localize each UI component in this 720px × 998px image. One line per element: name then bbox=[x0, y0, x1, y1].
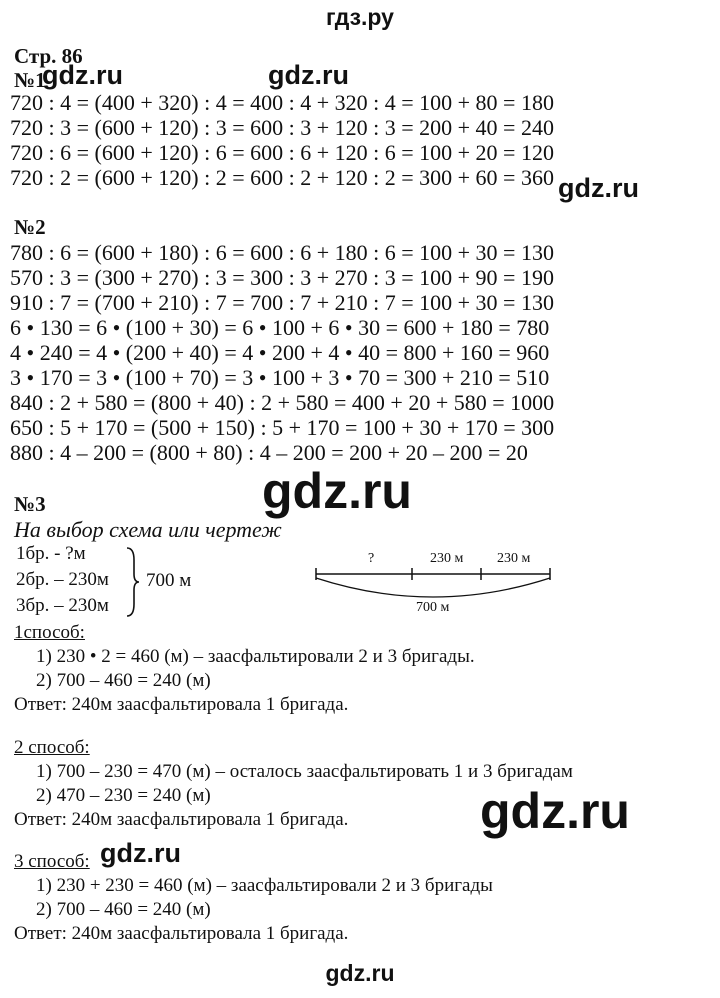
task1-line: 720 : 6 = (600 + 120) : 6 = 600 : 6 + 120 : 6 = 100 + 20 = 120 bbox=[10, 140, 554, 165]
task2-line: 910 : 7 = (700 + 210) : 7 = 700 : 7 + 210 : 7 = 100 + 30 = 130 bbox=[10, 290, 554, 315]
watermark: gdz.ru bbox=[42, 60, 123, 90]
method3-title: 3 способ: bbox=[14, 851, 90, 872]
method3-step: 2) 700 – 460 = 240 (м) bbox=[36, 899, 211, 920]
watermark: gdz.ru bbox=[558, 173, 639, 203]
task2-line: 4 • 240 = 4 • (200 + 40) = 4 • 200 + 4 • 40 = 800 + 160 = 960 bbox=[10, 340, 550, 365]
segment-total-label: 700 м bbox=[416, 600, 450, 615]
segment-label-unknown: ? bbox=[368, 551, 375, 566]
watermark: gdz.ru bbox=[262, 463, 412, 519]
task1-line: 720 : 2 = (600 + 120) : 2 = 600 : 2 + 120 : 2 = 300 + 60 = 360 bbox=[10, 165, 554, 190]
task2-line: 3 • 170 = 3 • (100 + 70) = 3 • 100 + 3 • 70 = 300 + 210 = 510 bbox=[10, 365, 550, 390]
task2-line: 570 : 3 = (300 + 270) : 3 = 300 : 3 + 270 : 3 = 100 + 90 = 190 bbox=[10, 265, 554, 290]
segment-label-2: 230 м bbox=[430, 551, 464, 566]
method2-step: 1) 700 – 230 = 470 (м) – осталось заасфальтировать 1 и 3 бригадам bbox=[36, 761, 573, 782]
segment-label-3: 230 м bbox=[497, 551, 531, 566]
task2-line: 840 : 2 + 580 = (800 + 40) : 2 + 580 = 400 + 20 + 580 = 1000 bbox=[10, 390, 555, 415]
method2-step: 2) 470 – 230 = 240 (м) bbox=[36, 785, 211, 806]
method3-answer: Ответ: 240м заасфальтировала 1 бригада. bbox=[14, 923, 349, 944]
method1-step: 2) 700 – 460 = 240 (м) bbox=[36, 670, 211, 691]
site-title: гдз.ру bbox=[326, 4, 394, 30]
site-footer: gdz.ru bbox=[325, 960, 395, 986]
method1-answer: Ответ: 240м заасфальтировала 1 бригада. bbox=[14, 694, 349, 715]
task2-line: 650 : 5 + 170 = (500 + 150) : 5 + 170 = 100 + 30 + 170 = 300 bbox=[10, 415, 555, 440]
watermark: gdz.ru bbox=[268, 60, 349, 90]
method2-answer: Ответ: 240м заасфальтировала 1 бригада. bbox=[14, 809, 349, 830]
task2-line: 6 • 130 = 6 • (100 + 30) = 6 • 100 + 6 • 30 = 600 + 180 = 780 bbox=[10, 315, 550, 340]
page-label: Стр. 86 bbox=[14, 44, 83, 68]
scheme-brace bbox=[124, 546, 140, 618]
method2-title: 2 способ: bbox=[14, 737, 90, 758]
task1-line: 720 : 4 = (400 + 320) : 4 = 400 : 4 + 320 : 4 = 100 + 80 = 180 bbox=[10, 90, 554, 115]
task1-line: 720 : 3 = (600 + 120) : 3 = 600 : 3 + 120 : 3 = 200 + 40 = 240 bbox=[10, 115, 554, 140]
method1-title: 1способ: bbox=[14, 622, 85, 643]
task3-label: №3 bbox=[14, 492, 46, 516]
watermark: gdz.ru bbox=[480, 783, 630, 839]
scheme-total: 700 м bbox=[146, 570, 192, 591]
task2-line: 780 : 6 = (600 + 180) : 6 = 600 : 6 + 180 : 6 = 100 + 30 = 130 bbox=[10, 240, 554, 265]
method3-step: 1) 230 + 230 = 460 (м) – заасфальтировали 2 и 3 бригады bbox=[36, 875, 493, 896]
task2-label: №2 bbox=[14, 215, 46, 239]
task3-subtitle: На выбор схема или чертеж bbox=[14, 517, 282, 542]
watermark: gdz.ru bbox=[100, 838, 181, 868]
scheme-row: 2бр. – 230м bbox=[16, 569, 109, 590]
task2-line: 880 : 4 – 200 = (800 + 80) : 4 – 200 = 200 + 20 – 200 = 20 bbox=[10, 440, 528, 465]
method1-step: 1) 230 • 2 = 460 (м) – заасфальтировали 2 и 3 бригады. bbox=[36, 646, 475, 667]
scheme-row: 3бр. – 230м bbox=[16, 595, 109, 616]
task1-label: №1 bbox=[14, 68, 46, 92]
scheme-row: 1бр. - ?м bbox=[16, 543, 86, 564]
